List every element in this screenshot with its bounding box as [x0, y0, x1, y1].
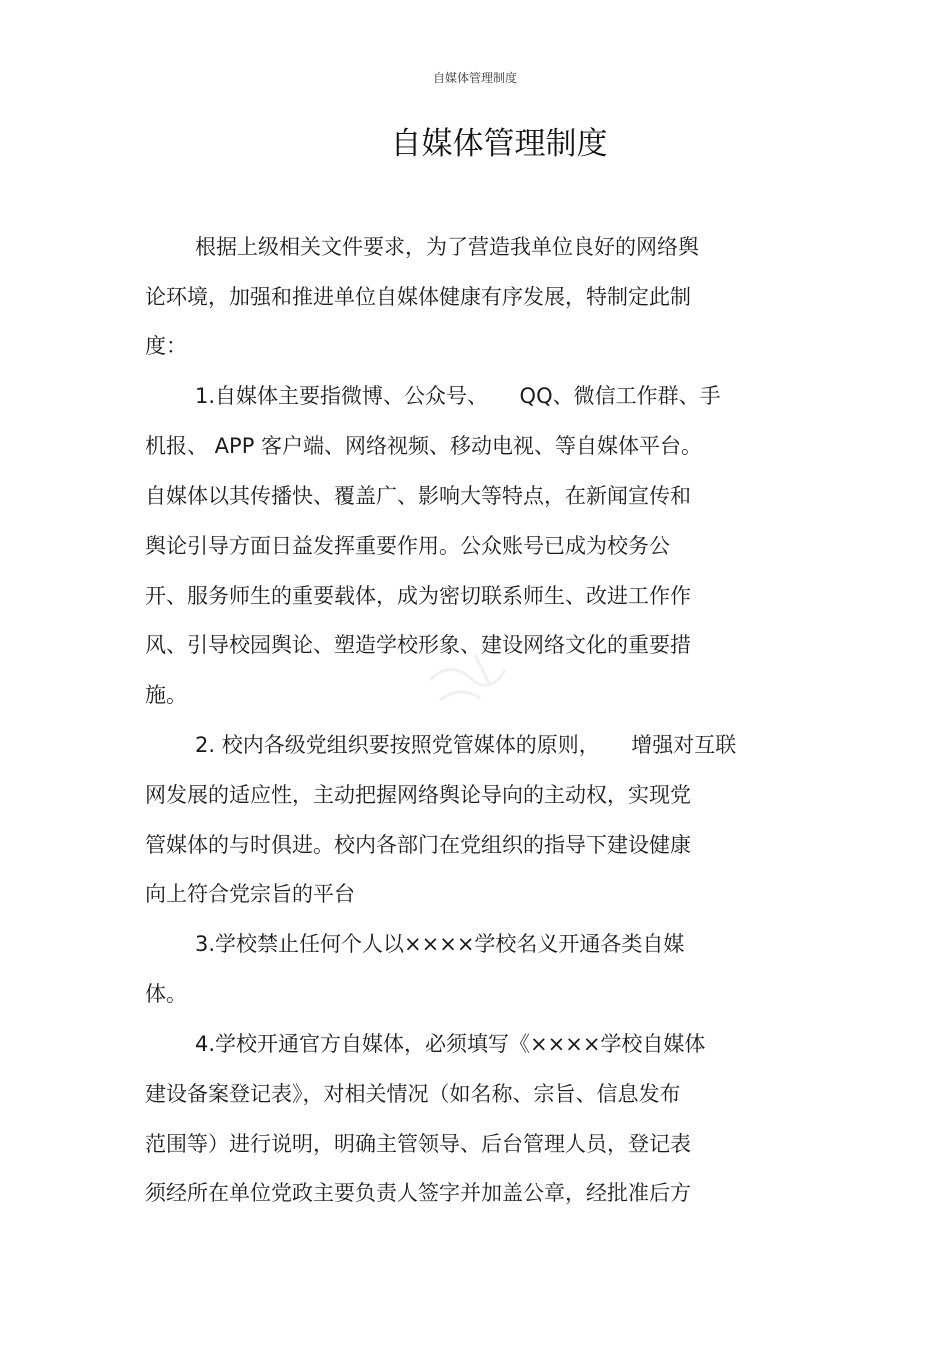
document-title: 自媒体管理制度	[390, 126, 608, 162]
body-line: 网发展的适应性，主动把握网络舆论导向的主动权，实现党	[145, 783, 691, 807]
body-line: 1.自媒体主要指微博、公众号、 QQ、微信工作群、手	[195, 384, 721, 408]
body-line: 4.学校开通官方自媒体，必须填写《××××学校自媒体	[195, 1032, 706, 1056]
watermark-icon	[420, 640, 510, 720]
body-line: 范围等）进行说明，明确主管领导、后台管理人员，登记表	[145, 1132, 691, 1156]
body-line: 根据上级相关文件要求，为了营造我单位良好的网络舆	[195, 235, 699, 259]
body-line: 机报、 APP 客户端、网络视频、移动电视、等自媒体平台。	[145, 434, 703, 458]
body-line: 度：	[145, 334, 187, 358]
body-line: 施。	[145, 683, 187, 707]
body-line: 开、服务师生的重要载体，成为密切联系师生、改进工作作	[145, 584, 691, 608]
body-line: 体。	[145, 982, 187, 1006]
body-line: 须经所在单位党政主要负责人签字并加盖公章，经批准后方	[145, 1181, 691, 1205]
body-line: 2. 校内各级党组织要按照党管媒体的原则， 增强对互联	[195, 733, 737, 757]
body-line: 管媒体的与时俱进。校内各部门在党组织的指导下建设健康	[145, 833, 691, 857]
running-header: 自媒体管理制度	[432, 71, 517, 85]
body-line: 论环境，加强和推进单位自媒体健康有序发展，特制定此制	[145, 285, 691, 309]
body-line: 向上符合党宗旨的平台	[145, 882, 355, 906]
body-line: 自媒体以其传播快、覆盖广、影响大等特点，在新闻宣传和	[145, 484, 691, 508]
body-line: 建设备案登记表》，对相关情况（如名称、宗旨、信息发布	[145, 1082, 681, 1106]
body-line: 风、引导校园舆论、塑造学校形象、建设网络文化的重要措	[145, 633, 691, 657]
body-line: 3.学校禁止任何个人以××××学校名义开通各类自媒	[195, 932, 685, 956]
body-line: 舆论引导方面日益发挥重要作用。公众账号已成为校务公	[145, 534, 670, 558]
